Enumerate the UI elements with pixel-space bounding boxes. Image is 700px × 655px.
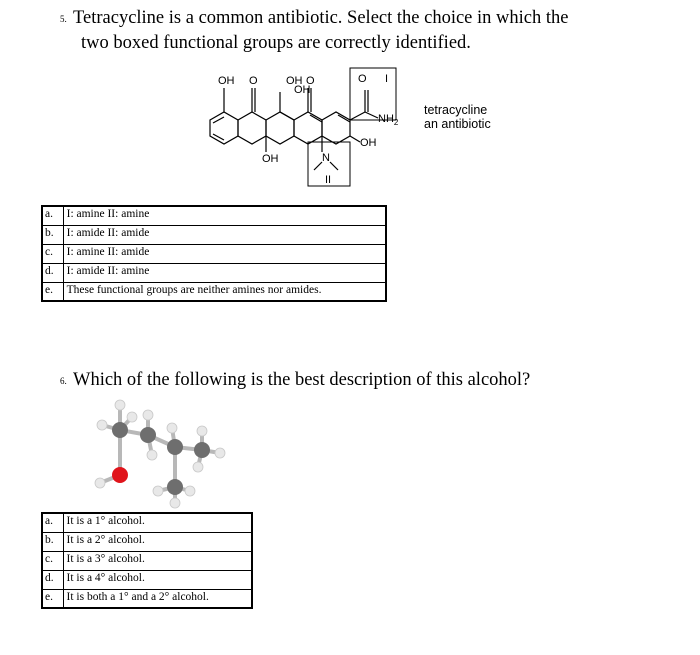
hydrogen-atom — [185, 486, 195, 496]
label-oh-bottom: OH — [262, 153, 279, 165]
question-6-text: Which of the following is the best description of this alcohol? — [73, 370, 531, 390]
label-oh-right: OH — [360, 137, 377, 149]
choice-row-d[interactable] — [42, 263, 386, 282]
choice-row-b[interactable] — [42, 225, 386, 244]
hydrogen-atom — [147, 450, 157, 460]
choice-row-a[interactable] — [42, 206, 386, 225]
question-5-number: 5. — [60, 14, 67, 24]
choice-letter: d. — [42, 570, 63, 589]
structure-caption — [424, 103, 491, 131]
label-nh2: $NH_2$ — [378, 113, 399, 127]
label-o-1: O — [249, 75, 258, 87]
choice-letter: c. — [42, 551, 63, 570]
hydrogen-atom — [115, 400, 125, 410]
choice-letter: e. — [42, 282, 63, 301]
label-roman-1: I — [385, 73, 389, 85]
hydrogen-atom — [215, 448, 225, 458]
hydrogen-atom — [143, 410, 153, 420]
hydrogen-atom — [197, 426, 207, 436]
hydrogen-atom — [167, 423, 177, 433]
label-oh-3: OH — [294, 84, 311, 96]
choice-letter: d. — [42, 263, 63, 282]
choice-letter: a. — [42, 513, 63, 532]
choice-row-e[interactable] — [42, 282, 386, 301]
alcohol-ball-stick-model — [90, 395, 230, 510]
choice-row-e[interactable] — [42, 589, 252, 608]
carbon-atom — [112, 422, 128, 438]
choice-letter: c. — [42, 244, 63, 263]
question-6-number: 6. — [60, 376, 67, 386]
choice-row-b[interactable] — [42, 532, 252, 551]
carbon-atom — [140, 427, 156, 443]
question-5-text-line1: Tetracycline is a common antibiotic. Select the choice in which the — [73, 8, 569, 28]
hydrogen-atom — [170, 498, 180, 508]
hydrogen-atom — [127, 412, 137, 422]
choice-text: I: amide II: amide — [63, 225, 386, 244]
choice-row-c[interactable] — [42, 551, 252, 570]
choice-text: I: amide II: amine — [63, 263, 386, 282]
label-o-3: O — [358, 73, 367, 85]
carbon-atom — [194, 442, 210, 458]
choice-row-a[interactable] — [42, 513, 252, 532]
choice-text: It is a 1° alcohol. — [63, 513, 252, 532]
choice-letter: a. — [42, 206, 63, 225]
choice-row-c[interactable] — [42, 244, 386, 263]
hydrogen-atom — [193, 462, 203, 472]
label-oh-1: OH — [218, 75, 235, 87]
choice-text: I: amine II: amine — [63, 206, 386, 225]
hydrogen-atom — [97, 420, 107, 430]
choice-text: I: amine II: amide — [63, 244, 386, 263]
tetracycline-structure — [200, 62, 420, 202]
choice-text: It is a 4° alcohol. — [63, 570, 252, 589]
label-n: N — [322, 152, 330, 164]
choice-letter: b. — [42, 225, 63, 244]
label-oh-2: OH — [286, 75, 303, 87]
caption-line-1: tetracycline — [424, 103, 488, 117]
label-o-2: O — [306, 75, 315, 87]
choice-text: These functional groups are neither amines nor amides. — [63, 282, 386, 301]
choice-letter: b. — [42, 532, 63, 551]
choice-text: It is a 3° alcohol. — [63, 551, 252, 570]
question-6-choices — [41, 512, 253, 609]
question-5-text-line2: two boxed functional groups are correctly identified. — [81, 33, 471, 53]
choice-letter: e. — [42, 589, 63, 608]
carbon-atom — [167, 479, 183, 495]
hydrogen-atom — [95, 478, 105, 488]
label-roman-2: II — [325, 174, 332, 186]
question-5-choices — [41, 205, 387, 302]
choice-text: It is both a 1° and a 2° alcohol. — [63, 589, 252, 608]
carbon-atom — [167, 439, 183, 455]
choice-text: It is a 2° alcohol. — [63, 532, 252, 551]
choice-row-d[interactable] — [42, 570, 252, 589]
oxygen-atom — [112, 467, 128, 483]
hydrogen-atom — [153, 486, 163, 496]
caption-line-2: an antibiotic — [424, 117, 491, 131]
